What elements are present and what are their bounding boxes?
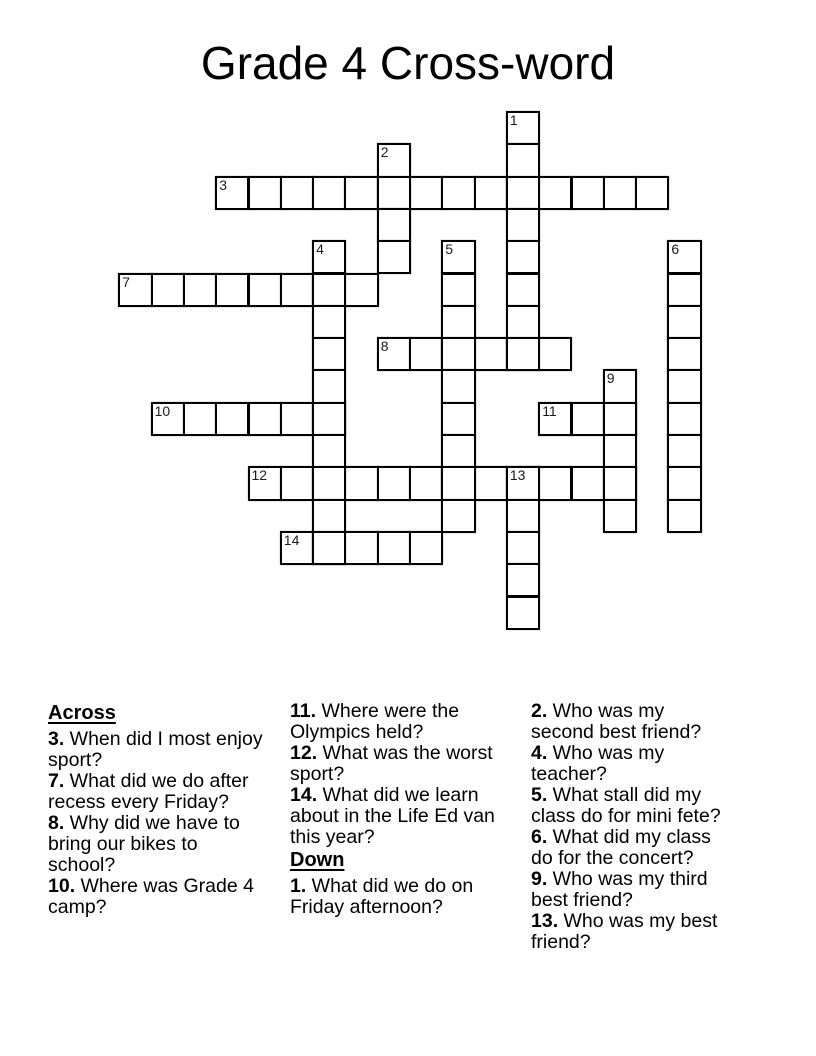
clue-number: 3. [48, 728, 65, 750]
crossword-cell[interactable] [667, 466, 701, 500]
crossword-cell[interactable] [506, 273, 540, 307]
crossword-cell[interactable] [538, 402, 572, 436]
crossword-cell[interactable] [312, 531, 346, 565]
crossword-cell[interactable] [248, 176, 282, 210]
crossword-cell[interactable] [312, 273, 346, 307]
crossword-cell[interactable] [151, 402, 185, 436]
crossword-cell[interactable] [506, 531, 540, 565]
crossword-cell[interactable] [248, 273, 282, 307]
crossword-cell[interactable] [409, 176, 443, 210]
crossword-cell[interactable] [667, 499, 701, 533]
clue-column-2 [290, 701, 523, 918]
cell-number-label: 4 [316, 241, 324, 258]
clue-number: 6. [531, 826, 548, 848]
crossword-cell[interactable] [312, 305, 346, 339]
cell-number-label: 1 [509, 112, 518, 128]
crossword-cell[interactable] [667, 369, 701, 403]
crossword-cell[interactable] [603, 402, 637, 436]
clue-number: 8. [48, 812, 65, 834]
crossword-cell[interactable] [344, 176, 378, 210]
crossword-cell[interactable] [603, 176, 637, 210]
cell-number-label: 12 [251, 467, 268, 484]
crossword-cell[interactable] [409, 337, 443, 371]
crossword-cell[interactable] [506, 563, 540, 597]
clue-7: 7. What did we do after recess every Friday? [48, 770, 249, 813]
crossword-cell[interactable] [280, 531, 314, 565]
cell-number-label: 10 [154, 402, 171, 419]
clue-3: 3. When did I most enjoy sport? [48, 728, 263, 771]
clue-10: 10. Where was Grade 4 camp? [48, 875, 254, 918]
crossword-cell[interactable] [603, 434, 637, 468]
crossword-cell[interactable] [312, 176, 346, 210]
crossword-cell[interactable] [603, 369, 637, 403]
crossword-cell[interactable] [506, 208, 540, 242]
crossword-cell[interactable] [506, 596, 540, 630]
down-clues-heading: Down [290, 849, 345, 871]
cell-number-label: 13 [509, 467, 526, 484]
crossword-cell[interactable] [215, 273, 249, 307]
clue-1: 1. What did we do on Friday afternoon? [290, 875, 474, 918]
crossword-cell[interactable] [409, 531, 443, 565]
crossword-cell[interactable] [474, 176, 508, 210]
crossword-cell[interactable] [506, 176, 540, 210]
across-clues-heading: Across [48, 702, 116, 724]
clue-number: 14. [290, 784, 318, 806]
crossword-cell[interactable] [377, 531, 411, 565]
clue-8: 8. Why did we have to bring our bikes to school? [48, 812, 240, 876]
crossword-cell[interactable] [667, 337, 701, 371]
crossword-cell[interactable] [441, 273, 475, 307]
crossword-cell[interactable] [667, 240, 701, 274]
crossword-cell[interactable] [312, 434, 346, 468]
crossword-cell[interactable] [312, 337, 346, 371]
crossword-cell[interactable] [441, 369, 475, 403]
crossword-cell[interactable] [280, 273, 314, 307]
cell-number-label: 14 [283, 531, 300, 548]
clue-number: 4. [531, 742, 548, 764]
clue-4: 4. Who was my teacher? [531, 742, 665, 785]
crossword-cell[interactable] [506, 499, 540, 533]
clue-12: 12. What was the worst sport? [290, 742, 493, 785]
crossword-cell[interactable] [538, 337, 572, 371]
crossword-cell[interactable] [635, 176, 669, 210]
crossword-cell[interactable] [248, 466, 282, 500]
crossword-cell[interactable] [441, 466, 475, 500]
clue-13: 13. Who was my best friend? [531, 910, 718, 953]
clue-number: 7. [48, 770, 65, 792]
crossword-cell[interactable] [441, 434, 475, 468]
clues-section [0, 701, 816, 961]
crossword-cell[interactable] [441, 240, 475, 274]
crossword-cell[interactable] [571, 466, 605, 500]
cell-number-label: 2 [380, 144, 389, 161]
crossword-cell[interactable] [506, 337, 540, 371]
cell-number-label: 8 [380, 338, 389, 355]
crossword-cell[interactable] [474, 466, 508, 500]
crossword-cell[interactable] [312, 466, 346, 500]
clue-5: 5. What stall did my class do for mini fete? [531, 784, 721, 827]
crossword-cell[interactable] [441, 499, 475, 533]
clue-number: 5. [531, 784, 548, 806]
cell-number-label: 7 [122, 273, 131, 290]
crossword-cell[interactable] [183, 402, 217, 436]
crossword-cell[interactable] [667, 273, 701, 307]
clue-number: 1. [290, 875, 307, 897]
crossword-cell[interactable] [215, 402, 249, 436]
crossword-cell[interactable] [506, 466, 540, 500]
crossword-cell[interactable] [312, 402, 346, 436]
crossword-cell[interactable] [280, 466, 314, 500]
crossword-cell[interactable] [667, 305, 701, 339]
clue-number: 11. [290, 700, 317, 722]
crossword-cell[interactable] [603, 466, 637, 500]
cell-number-label: 11 [542, 402, 557, 419]
crossword-cell[interactable] [441, 337, 475, 371]
crossword-cell[interactable] [506, 305, 540, 339]
crossword-cell[interactable] [441, 176, 475, 210]
clue-number: 9. [531, 868, 548, 890]
crossword-cell[interactable] [344, 531, 378, 565]
cell-number-label: 5 [445, 241, 454, 258]
crossword-cell[interactable] [506, 240, 540, 274]
crossword-cell[interactable] [667, 434, 701, 468]
crossword-cell[interactable] [118, 273, 152, 307]
crossword-cell[interactable] [538, 176, 572, 210]
crossword-cell[interactable] [377, 208, 411, 242]
crossword-cell[interactable] [474, 337, 508, 371]
clue-11: 11. Where were the Olympics held? [290, 700, 460, 743]
clue-number: 2. [531, 700, 548, 722]
crossword-cell[interactable] [506, 111, 540, 145]
crossword-cell[interactable] [312, 499, 346, 533]
crossword-cell[interactable] [506, 143, 540, 177]
crossword-cell[interactable] [441, 402, 475, 436]
crossword-cell[interactable] [312, 240, 346, 274]
cell-number-label: 6 [671, 241, 680, 258]
clue-column-1 [48, 701, 270, 918]
cell-number-label: 9 [606, 370, 615, 387]
clue-9: 9. Who was my third best friend? [531, 868, 708, 911]
crossword-cell[interactable] [377, 337, 411, 371]
crossword-cell[interactable] [377, 143, 411, 177]
crossword-cell[interactable] [344, 466, 378, 500]
crossword-cell[interactable] [377, 240, 411, 274]
crossword-cell[interactable] [667, 402, 701, 436]
crossword-cell[interactable] [538, 466, 572, 500]
clue-6: 6. What did my class do for the concert? [531, 826, 711, 869]
crossword-cell[interactable] [248, 402, 282, 436]
crossword-cell[interactable] [571, 402, 605, 436]
crossword-cell[interactable] [183, 273, 217, 307]
clue-number: 10. [48, 875, 76, 897]
crossword-cell[interactable] [312, 369, 346, 403]
crossword-cell[interactable] [409, 466, 443, 500]
crossword-cell[interactable] [571, 176, 605, 210]
cell-number-label: 3 [219, 176, 227, 193]
crossword-cell[interactable] [344, 273, 378, 307]
clue-14: 14. What did we learn about in the Life Ed van this year? [290, 784, 495, 848]
crossword-cell[interactable] [215, 176, 249, 210]
crossword-cell[interactable] [603, 499, 637, 533]
clue-2: 2. Who was my second best friend? [531, 700, 702, 743]
crossword-cell[interactable] [377, 176, 411, 210]
crossword-cell[interactable] [441, 305, 475, 339]
clue-column-3 [531, 701, 727, 953]
crossword-cell[interactable] [280, 176, 314, 210]
clue-number: 12. [290, 742, 318, 764]
crossword-cell[interactable] [377, 466, 411, 500]
crossword-cell[interactable] [280, 402, 314, 436]
clue-number: 13. [531, 910, 559, 932]
page-title: Grade 4 Cross-word [200, 37, 616, 89]
crossword-cell[interactable] [151, 273, 185, 307]
